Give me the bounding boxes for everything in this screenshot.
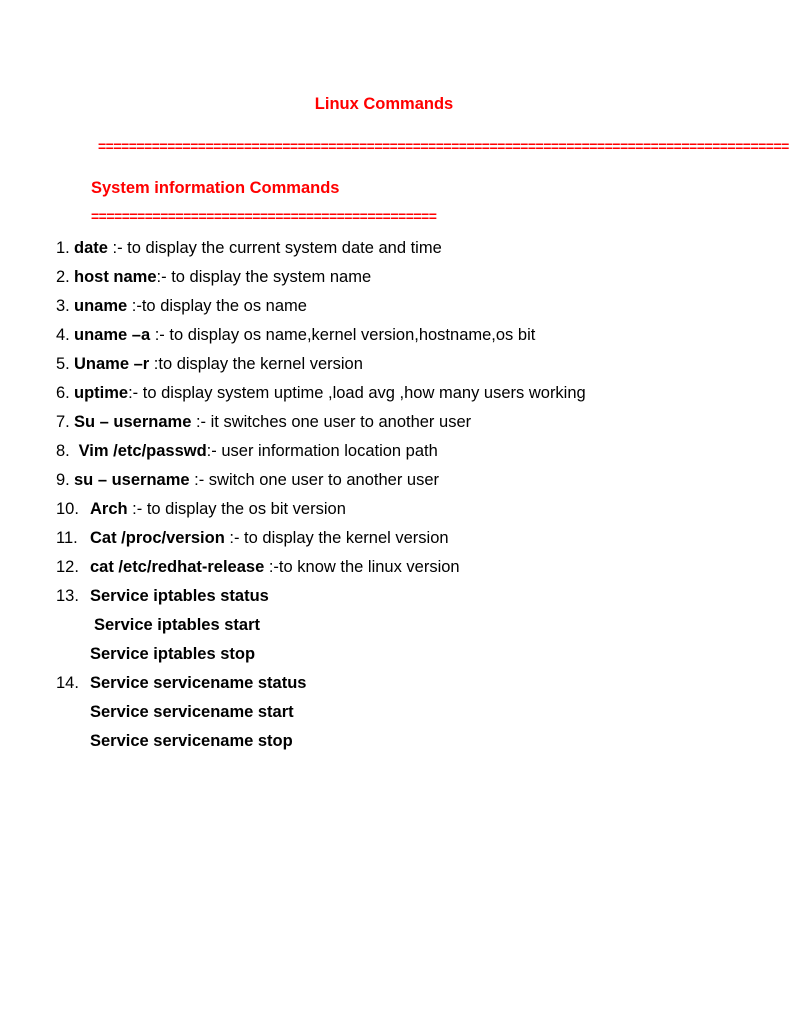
list-item	[56, 263, 756, 292]
item-number: 11.	[56, 529, 78, 547]
command-name: uptime	[74, 384, 129, 402]
command-description: :- it switches one user to another user	[191, 413, 472, 431]
list-item	[56, 582, 756, 611]
section-underline-rule: =============================================	[91, 208, 437, 224]
item-number: 12.	[56, 558, 79, 576]
command-description: :- to display the current system date and time	[107, 239, 442, 257]
command-description: :- to display the kernel version	[224, 529, 449, 547]
item-number: 1.	[56, 239, 70, 257]
item-number: 5.	[56, 355, 70, 373]
command-description: :to display the kernel version	[149, 355, 363, 373]
command-description: :- to display system uptime ,load avg ,how many users working	[128, 384, 586, 402]
command-name: Arch	[90, 500, 128, 518]
command-name: Uname –r	[74, 355, 150, 373]
item-number: 7.	[56, 413, 70, 431]
command-description: :- switch one user to another user	[189, 471, 440, 489]
item-number: 9.	[56, 471, 70, 489]
command-name: Service servicename status	[90, 674, 307, 692]
list-item	[56, 321, 756, 350]
list-item	[56, 234, 756, 263]
command-description: :- to display os name,kernel version,hostname,os bit	[150, 326, 536, 344]
list-item-continuation: Service iptables stop	[90, 645, 256, 663]
list-item	[56, 437, 756, 466]
item-number: 4.	[56, 326, 70, 344]
item-number: 14.	[56, 674, 79, 692]
item-number: 2.	[56, 268, 70, 286]
item-number: 3.	[56, 297, 70, 315]
section-title: System information Commands	[91, 179, 340, 197]
list-item	[56, 408, 756, 437]
list-item-continuation: Service servicename start	[90, 703, 294, 721]
list-item	[56, 292, 756, 321]
list-item	[56, 524, 756, 553]
command-name: date	[74, 239, 108, 257]
item-number: 10.	[56, 500, 79, 518]
command-description: :- to display the system name	[156, 268, 372, 286]
command-name: Cat /proc/version	[90, 529, 225, 547]
list-item	[56, 553, 756, 582]
item-number: 8.	[56, 442, 70, 460]
item-number: 13.	[56, 587, 79, 605]
command-name: host name	[74, 268, 157, 286]
item-number: 6.	[56, 384, 70, 402]
command-description: :- to display the os bit version	[127, 500, 346, 518]
list-item	[56, 350, 756, 379]
list-item	[56, 669, 756, 698]
list-item	[56, 495, 756, 524]
command-description: :-to display the os name	[127, 297, 307, 315]
command-name: uname	[74, 297, 128, 315]
command-list	[56, 234, 756, 756]
command-name: cat /etc/redhat-release	[90, 558, 265, 576]
command-name: Vim /etc/passwd	[74, 442, 207, 460]
list-item-continuation: Service iptables start	[94, 616, 260, 634]
list-item	[56, 379, 756, 408]
command-name: uname –a	[74, 326, 151, 344]
document-title: Linux Commands	[314, 95, 454, 113]
command-name: Service iptables status	[90, 587, 269, 605]
title-underline-rule: ==========================================================================================	[98, 138, 789, 154]
command-description: :-to know the linux version	[264, 558, 460, 576]
command-description: :- user information location path	[206, 442, 438, 460]
list-item	[56, 466, 756, 495]
command-name: Su – username	[74, 413, 192, 431]
command-name: su – username	[74, 471, 190, 489]
list-item-continuation: Service servicename stop	[90, 732, 293, 750]
